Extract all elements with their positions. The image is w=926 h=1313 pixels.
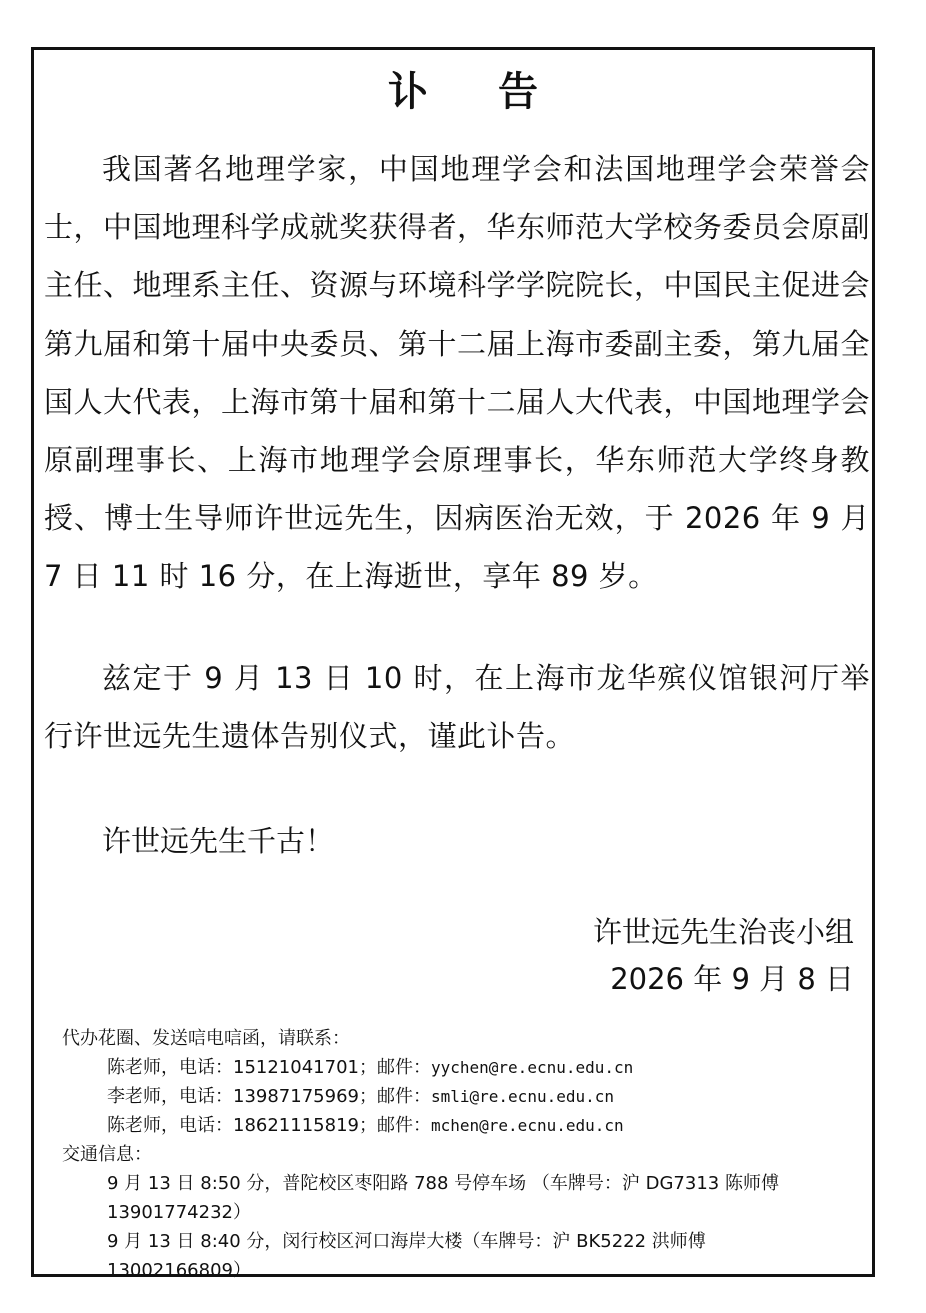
ceremony-paragraph: 兹定于 9 月 13 日 10 时，在上海市龙华殡仪馆银河厅举行许世远先生遗体告别仪式，谨此讣告。 bbox=[44, 661, 870, 754]
contact-heading: 代办花圈、发送唁电唁函，请联系： bbox=[62, 1028, 350, 1049]
contact-email-link[interactable]: smli@re.ecnu.edu.cn bbox=[430, 1087, 615, 1106]
contact-item-text: 陈老师，电话：15121041701；邮件： bbox=[107, 1057, 431, 1078]
contact-item-text: 陈老师，电话：18621115819；邮件： bbox=[107, 1115, 431, 1136]
notice-title: 讣 告 bbox=[388, 69, 566, 115]
contact-item bbox=[62, 1111, 862, 1140]
signer-committee: 许世远先生治丧小组 bbox=[592, 915, 854, 949]
contact-item bbox=[62, 1082, 862, 1111]
transport-item: 9 月 13 日 8:50 分，普陀校区枣阳路 788 号停车场 （车牌号：沪 DG7313 陈师傅 13901774232） bbox=[107, 1173, 779, 1223]
contact-item-text: 李老师，电话：13987175969；邮件： bbox=[107, 1086, 431, 1107]
contact-email-link[interactable]: mchen@re.ecnu.edu.cn bbox=[430, 1116, 624, 1135]
transport-item: 9 月 13 日 8:40 分，闵行校区河口海岸大楼（车牌号：沪 BK5222 洪师傅 13002166809） bbox=[107, 1231, 706, 1281]
obituary-paragraph: 我国著名地理学家，中国地理学会和法国地理学会荣誉会士，中国地理科学成就奖获得者，华东师范大学校务委员会原副主任、地理系主任、资源与环境科学学院院长，中国民主促进会第九届和第十届中央委员、第十二届上海市委副主委，第九届全国人大代表，上海市第十届和第十二届人大代表，中国地理学会原副理事长、上海市地理学会原理事长，华东师范大学终身教授、博士生导师许世远先生，因病医治无效，于 2026 年 9 月 7 日 11 时 16 分，在上海逝世，享年 89 岁。 bbox=[44, 152, 871, 594]
contact-email-link[interactable]: yychen@re.ecnu.edu.cn bbox=[430, 1058, 634, 1077]
farewell-line: 许世远先生千古！ bbox=[102, 824, 335, 858]
transport-heading: 交通信息： bbox=[62, 1144, 152, 1165]
contact-item bbox=[62, 1053, 862, 1082]
notice-date: 2026 年 9 月 8 日 bbox=[610, 962, 854, 996]
contact-info-block bbox=[62, 1024, 862, 1285]
